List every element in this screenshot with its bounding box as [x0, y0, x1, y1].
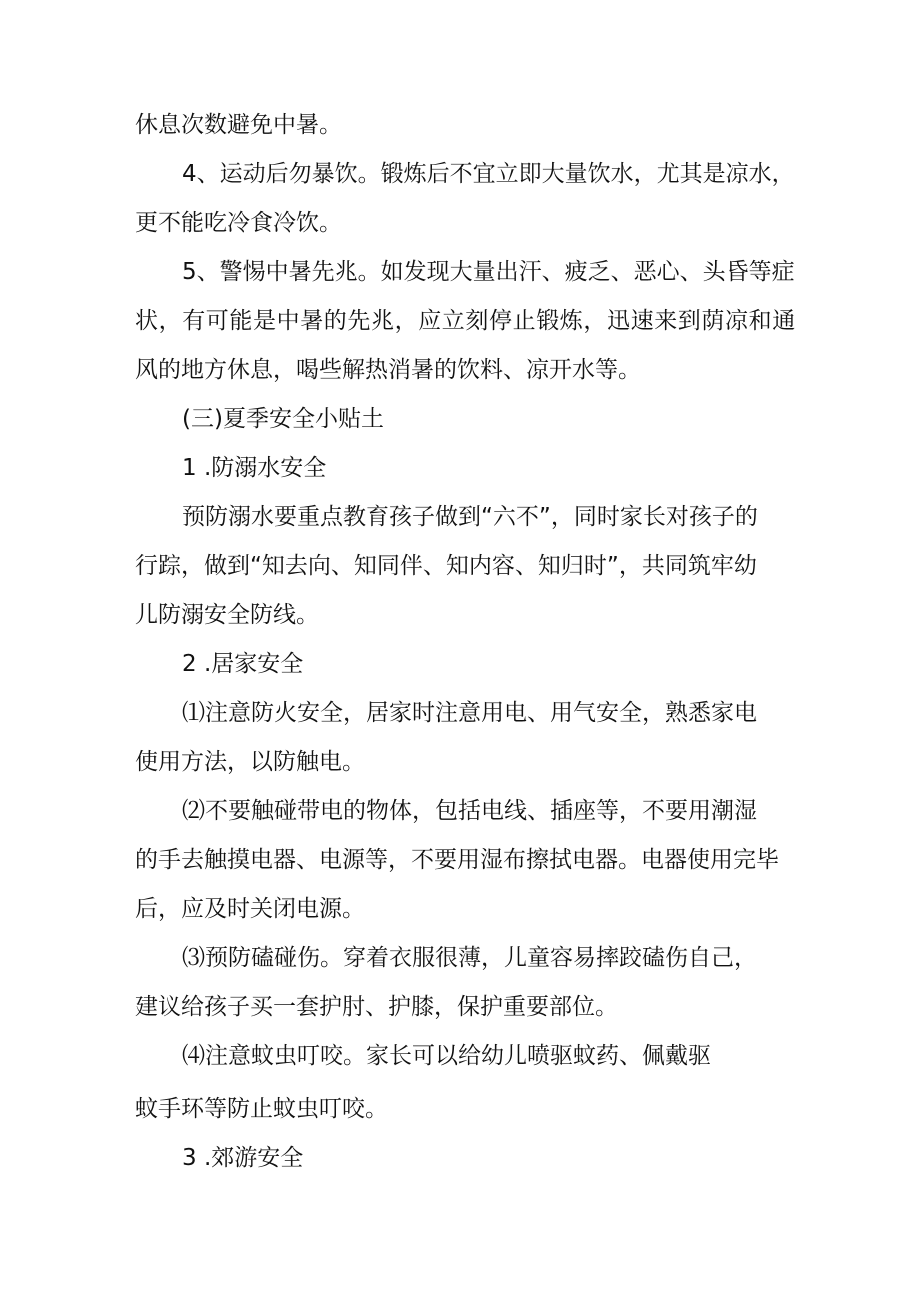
paragraph-line: 休息次数避免中暑。 [135, 112, 342, 138]
paragraph-line: 使用方法，以防触电。 [135, 749, 365, 775]
list-item: ⑷注意蚊虫叮咬。家长可以给幼儿喷驱蚊药、佩戴驱 [182, 1043, 711, 1069]
paragraph-line: 建议给孩子买一套护肘、护膝，保护重要部位。 [135, 994, 618, 1020]
paragraph-line: 更不能吃冷食冷饮。 [135, 210, 342, 236]
paragraph-line: 儿防溺安全防线。 [135, 602, 319, 628]
paragraph-line: 状，有可能是中暑的先兆，应立刻停止锻炼，迅速来到荫凉和通 [135, 308, 796, 334]
list-item: ⑵不要触碰带电的物体，包括电线、插座等，不要用潮湿 [182, 798, 757, 824]
list-item: ⑶预防磕碰伤。穿着衣服很薄，儿童容易摔跤磕伤自己， [182, 945, 757, 971]
list-item-heading: 4、运动后勿暴饮。锻炼后不宜立即大量饮水，尤其是凉水， [182, 161, 795, 187]
paragraph-line: 蚊手环等防止蚊虫叮咬。 [135, 1096, 388, 1122]
paragraph-line: 风的地方休息，喝些解热消暑的饮料、凉开水等。 [135, 357, 641, 383]
subsection-heading: 3 .郊游安全 [182, 1145, 304, 1171]
list-item-heading: 5、警惕中暑先兆。如发现大量出汗、疲乏、恶心、头昏等症 [182, 259, 795, 285]
paragraph-line: 后，应及时关闭电源。 [135, 896, 365, 922]
list-item: ⑴注意防火安全，居家时注意用电、用气安全，熟悉家电 [182, 700, 757, 726]
paragraph-line: 行踪，做到“知去向、知同伴、知内容、知归时”，共同筑牢幼 [135, 553, 757, 579]
subsection-heading: 2 .居家安全 [182, 651, 304, 677]
subsection-heading: 1 .防溺水安全 [182, 455, 327, 481]
paragraph-line: 预防溺水要重点教育孩子做到“六不”，同时家长对孩子的 [182, 504, 758, 530]
paragraph-line: 的手去触摸电器、电源等，不要用湿布擦拭电器。电器使用完毕 [135, 847, 779, 873]
section-heading: (三)夏季安全小贴土 [182, 406, 384, 432]
